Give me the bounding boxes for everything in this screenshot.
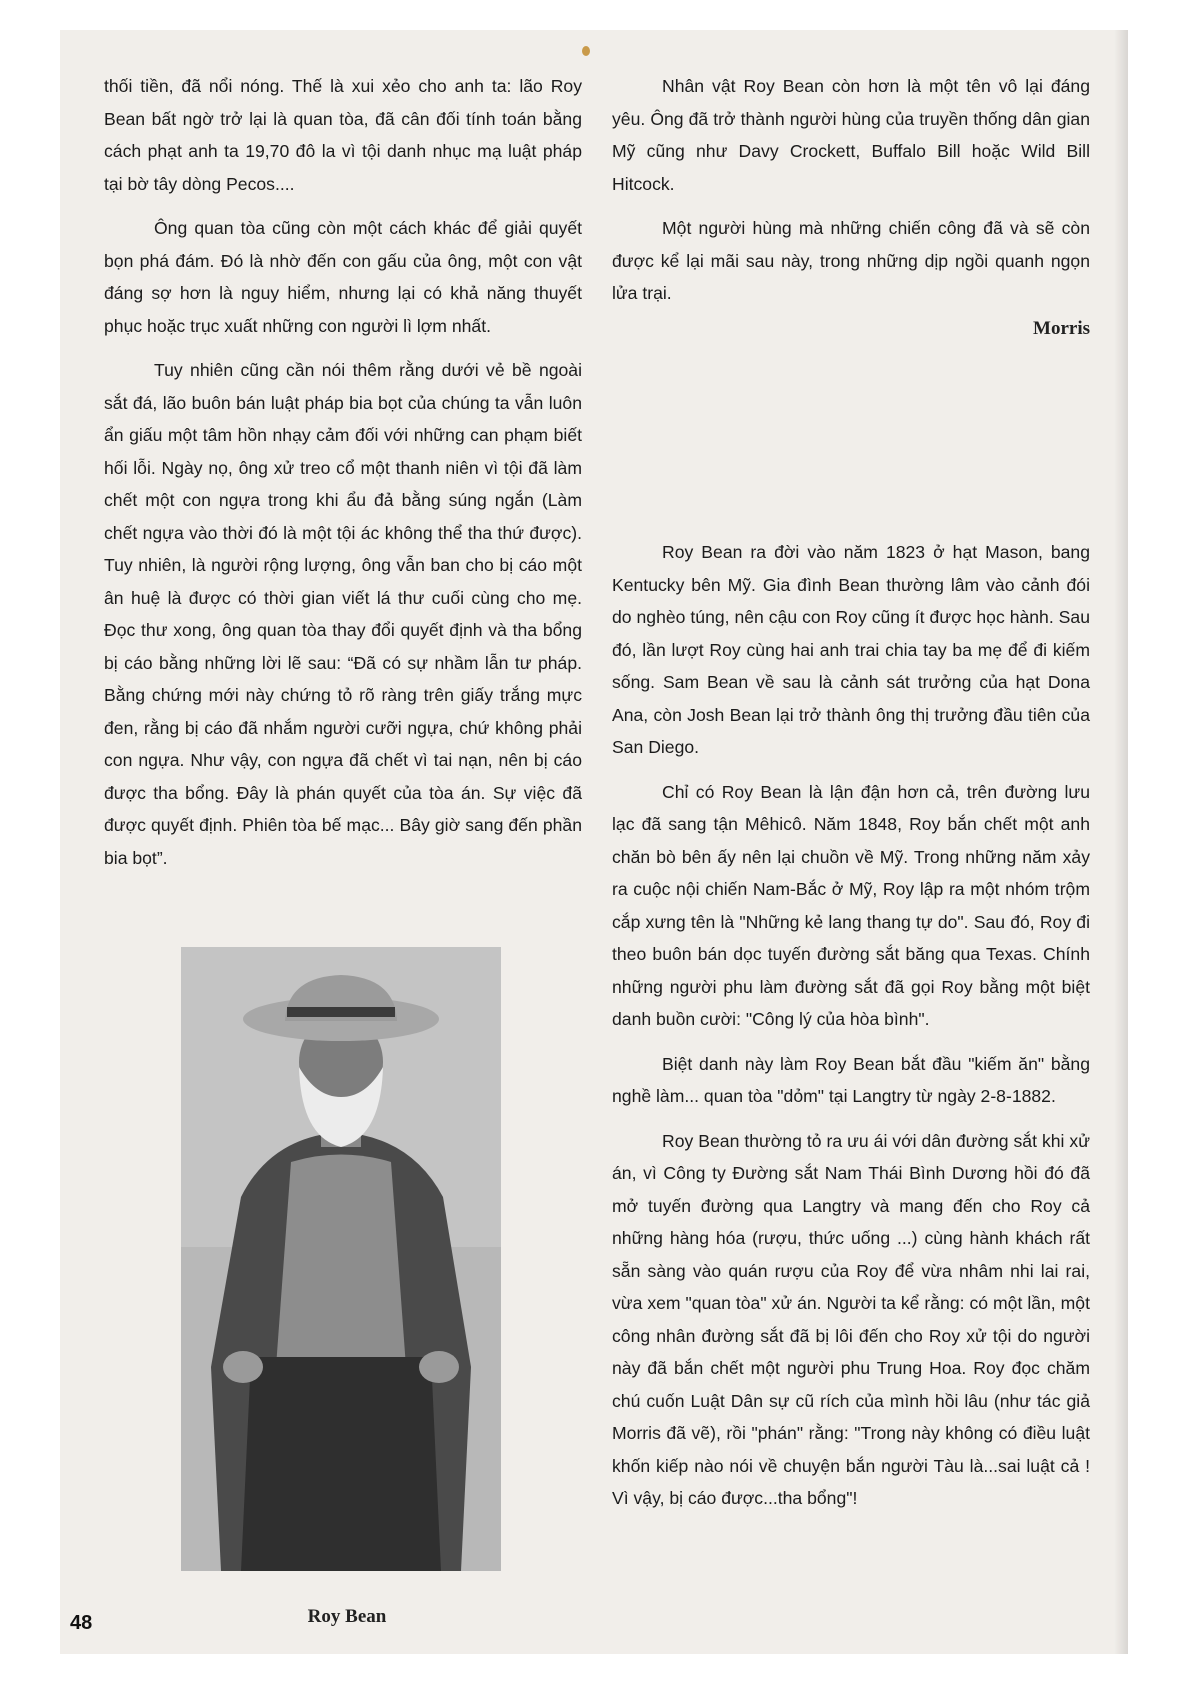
- right-column-top: [612, 70, 1090, 322]
- print-speck: [582, 46, 590, 56]
- left-paragraph-2: Ông quan tòa cũng còn một cách khác để giải quyết bọn phá đám. Đó là nhờ đến con gấu của ông, một con vật đáng sợ hơn là nguy hiểm, nhưng lại có khả năng thuyết phục hoặc trục xuất những con người lì lợm nhất.: [104, 218, 582, 336]
- author-signature: Morris: [1033, 318, 1090, 339]
- left-paragraph-3: Tuy nhiên cũng cần nói thêm rằng dưới vẻ bề ngoài sắt đá, lão buôn bán luật pháp bia bọt của chúng ta vẫn luôn ẩn giấu một tâm hồn nhạy cảm đối với những can phạm biết hối lỗi. Ngày nọ, ông xử treo cổ một thanh niên vì tội đã làm chết một con ngựa trong khi ẩu đả bằng súng ngắn (Làm chết ngựa vào thời đó là một tội ác không thể tha thứ được). Tuy nhiên, là người rộng lượng, ông vẫn ban cho bị cáo một ân huệ là được có thời gian viết lá thư cuối cùng cho mẹ. Đọc thư xong, ông quan tòa thay đổi quyết định và tha bổng bị cáo bằng những lời lẽ sau: “Đã có sự nhầm lẫn tư pháp. Bằng chứng mới này chứng tỏ rõ ràng trên giấy trắng mực đen, rằng bị cáo đã nhắm người cưỡi ngựa, chứ không phải con ngựa. Như vậy, con ngựa đã chết vì tai nạn, nên bị cáo được tha bổng. Đây là phán quyết của tòa án. Sự việc đã được quyết định. Phiên tòa bế mạc... Bây giờ sang đến phần bia bọt”.: [104, 360, 582, 868]
- right-bottom-paragraph-2: Chỉ có Roy Bean là lận đận hơn cả, trên đường lưu lạc đã sang tận Mêhicô. Năm 1848, Roy bắn chết một anh chăn bò bên ấy nên lại chuồn về Mỹ. Trong những năm xảy ra cuộc nội chiến Nam-Bắc ở Mỹ, Roy lập ra một nhóm trộm cắp xưng tên là "Những kẻ lang thang tự do". Sau đó, Roy đi theo buôn bán dọc tuyến đường sắt băng qua Texas. Chính những người phu làm đường sắt đã gọi Roy bằng một biệt danh buồn cười: "Công lý của hòa bình".: [612, 781, 1090, 1029]
- roy-bean-photo: [181, 947, 501, 1571]
- right-bottom-paragraph-1: Roy Bean ra đời vào năm 1823 ở hạt Mason, bang Kentucky bên Mỹ. Gia đình Bean thường lâm vào cảnh đói do nghèo túng, nên cậu con Roy cũng ít được học hành. Sau đó, lần lượt Roy cùng hai anh trai chia tay ba mẹ để đi kiếm sống. Sam Bean về sau là cảnh sát trưởng của hạt Dona Ana, còn Josh Bean lại trở thành ông thị trưởng đầu tiên của San Diego.: [612, 542, 1090, 757]
- page-number: 48: [70, 1612, 93, 1634]
- portrait-illustration: [181, 947, 501, 1571]
- left-column: [104, 70, 582, 886]
- right-top-paragraph-1: Nhân vật Roy Bean còn hơn là một tên vô lại đáng yêu. Ông đã trở thành người hùng của truyền thống dân gian Mỹ cũng như Davy Crockett, Buffalo Bill hoặc Wild Bill Hitcock.: [612, 76, 1090, 194]
- right-top-paragraph-2: Một người hùng mà những chiến công đã và sẽ còn được kể lại mãi sau này, trong những dịp ngồi quanh ngọn lửa trại.: [612, 218, 1090, 303]
- right-bottom-paragraph-4: Roy Bean thường tỏ ra ưu ái với dân đường sắt khi xử án, vì Công ty Đường sắt Nam Thái Bình Dương hồi đó đã mở tuyến đường qua Langtry và mang đến cho Roy cả những hàng hóa (rượu, thức uống ...) cùng hành khách rất sẵn sàng vào quán rượu của Roy để vừa nhâm nhi lai rai, vừa xem "quan tòa" xử án. Người ta kể rằng: có một lần, một công nhân đường sắt đã bị lôi đến cho Roy xử tội do người này đã bắn chết một người phu Trung Hoa. Roy đọc chăm chú cuốn Luật Dân sự cũ rích của mình hồi lâu (như tác giả Morris đã vẽ), rồi "phán" rằng: "Trong này không có điều luật khốn kiếp nào nói về chuyện bắn người Tàu là...sai luật cả ! Vì vậy, bị cáo được...tha bổng"!: [612, 1130, 1090, 1508]
- page-edge-shadow: [1114, 30, 1128, 1654]
- photo-caption: Roy Bean: [307, 1606, 387, 1627]
- right-bottom-paragraph-3: Biệt danh này làm Roy Bean bắt đầu "kiếm ăn" bằng nghề làm... quan tòa "dỏm" tại Langtry từ ngày 2-8-1882.: [612, 1053, 1090, 1106]
- right-column-bottom: [612, 536, 1090, 1527]
- left-paragraph-1: thối tiền, đã nổi nóng. Thế là xui xẻo cho anh ta: lão Roy Bean bất ngờ trở lại là quan tòa, đã cân đối tính toán bằng cách phạt anh ta 19,70 đô la vì tội danh nhục mạ luật pháp tại bờ tây dòng Pecos....: [104, 76, 582, 194]
